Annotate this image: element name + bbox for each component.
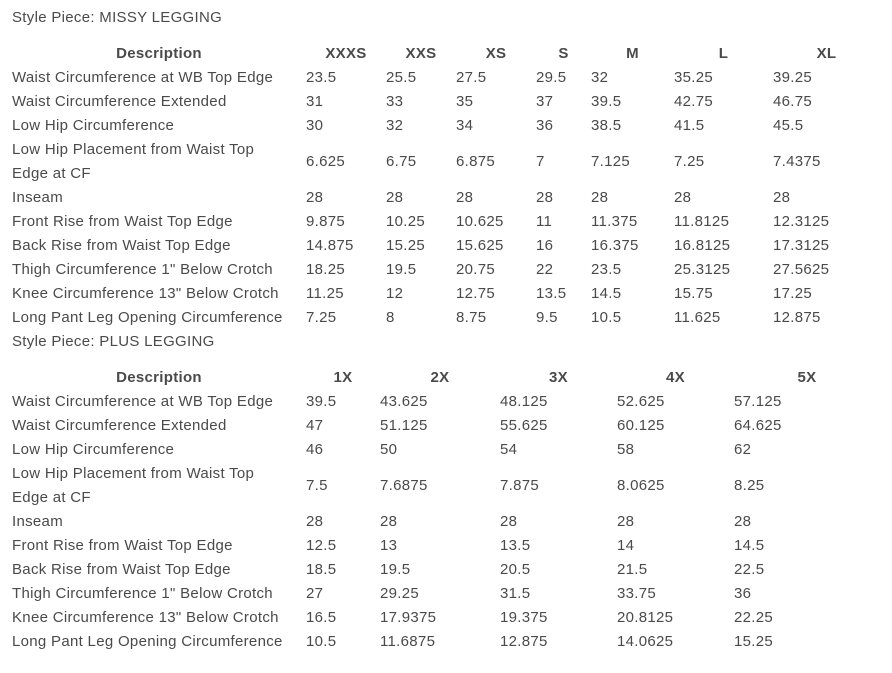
size-header: L bbox=[718, 45, 729, 62]
table-row bbox=[12, 438, 880, 462]
size-value: 15.25 bbox=[734, 633, 774, 650]
size-value: 18.5 bbox=[306, 561, 337, 578]
size-value: 8.0625 bbox=[617, 477, 665, 494]
size-value: 12 bbox=[386, 285, 404, 302]
size-value: 6.625 bbox=[306, 153, 346, 170]
size-value: 8.75 bbox=[456, 309, 487, 326]
size-value: 7.4375 bbox=[773, 153, 821, 170]
size-value: 34 bbox=[456, 117, 474, 134]
size-value: 46.75 bbox=[773, 93, 813, 110]
size-header: 3X bbox=[549, 369, 568, 386]
size-value: 16 bbox=[536, 237, 554, 254]
size-value: 15.625 bbox=[456, 237, 504, 254]
size-value: 39.5 bbox=[306, 393, 337, 410]
row-label: Low Hip Placement from Waist Top Edge at CF bbox=[12, 465, 255, 506]
size-value: 7.125 bbox=[591, 153, 631, 170]
row-label: Waist Circumference at WB Top Edge bbox=[12, 69, 274, 86]
size-value: 21.5 bbox=[617, 561, 648, 578]
header-row bbox=[12, 42, 880, 66]
size-value: 9.875 bbox=[306, 213, 346, 230]
size-value: 22 bbox=[536, 261, 554, 278]
size-value: 32 bbox=[386, 117, 404, 134]
style-piece-section bbox=[12, 6, 880, 330]
size-value: 62 bbox=[734, 441, 752, 458]
size-value: 18.25 bbox=[306, 261, 346, 278]
size-value: 16.375 bbox=[591, 237, 639, 254]
size-value: 13 bbox=[380, 537, 398, 554]
size-value: 10.25 bbox=[386, 213, 426, 230]
size-value: 13.5 bbox=[536, 285, 567, 302]
size-value: 10.625 bbox=[456, 213, 504, 230]
size-value: 25.5 bbox=[386, 69, 417, 86]
size-value: 7.25 bbox=[306, 309, 337, 326]
row-label: Front Rise from Waist Top Edge bbox=[12, 537, 233, 554]
size-value: 37 bbox=[536, 93, 554, 110]
size-value: 11.8125 bbox=[674, 213, 730, 230]
size-value: 7.6875 bbox=[380, 477, 428, 494]
table-row bbox=[12, 414, 880, 438]
size-value: 28 bbox=[456, 189, 474, 206]
size-value: 23.5 bbox=[306, 69, 337, 86]
size-value: 27.5 bbox=[456, 69, 487, 86]
size-value: 7.25 bbox=[674, 153, 705, 170]
size-value: 48.125 bbox=[500, 393, 548, 410]
row-label: Waist Circumference at WB Top Edge bbox=[12, 393, 274, 410]
size-value: 58 bbox=[617, 441, 635, 458]
table-row bbox=[12, 306, 880, 330]
size-header: XXS bbox=[405, 45, 437, 62]
size-value: 11.25 bbox=[306, 285, 344, 302]
table-row bbox=[12, 606, 880, 630]
size-value: 25.3125 bbox=[674, 261, 731, 278]
size-value: 16.8125 bbox=[674, 237, 731, 254]
size-value: 29.5 bbox=[536, 69, 567, 86]
size-value: 57.125 bbox=[734, 393, 782, 410]
size-value: 28 bbox=[591, 189, 609, 206]
size-value: 23.5 bbox=[591, 261, 622, 278]
description-header: Description bbox=[116, 369, 202, 386]
size-value: 28 bbox=[773, 189, 791, 206]
size-value: 28 bbox=[674, 189, 692, 206]
size-value: 12.875 bbox=[773, 309, 821, 326]
size-value: 12.5 bbox=[306, 537, 337, 554]
size-value: 35 bbox=[456, 93, 474, 110]
size-table bbox=[12, 366, 880, 654]
size-value: 15.75 bbox=[674, 285, 714, 302]
row-label: Low Hip Circumference bbox=[12, 117, 175, 134]
size-value: 8.25 bbox=[734, 477, 765, 494]
size-value: 43.625 bbox=[380, 393, 428, 410]
row-label: Waist Circumference Extended bbox=[12, 417, 227, 434]
size-value: 19.375 bbox=[500, 609, 548, 626]
size-header: S bbox=[558, 45, 569, 62]
row-label: Knee Circumference 13" Below Crotch bbox=[12, 285, 279, 302]
size-value: 46 bbox=[306, 441, 324, 458]
size-value: 33.75 bbox=[617, 585, 657, 602]
table-row bbox=[12, 114, 880, 138]
size-header: XXXS bbox=[325, 45, 367, 62]
size-value: 28 bbox=[306, 189, 324, 206]
size-value: 20.75 bbox=[456, 261, 496, 278]
size-value: 28 bbox=[380, 513, 398, 530]
size-value: 12.75 bbox=[456, 285, 496, 302]
size-value: 16.5 bbox=[306, 609, 337, 626]
size-value: 22.5 bbox=[734, 561, 765, 578]
table-row bbox=[12, 534, 880, 558]
description-header: Description bbox=[116, 45, 202, 62]
size-value: 31 bbox=[306, 93, 324, 110]
table-row bbox=[12, 462, 880, 510]
row-label: Knee Circumference 13" Below Crotch bbox=[12, 609, 279, 626]
size-value: 14.5 bbox=[591, 285, 622, 302]
size-value: 27.5625 bbox=[773, 261, 830, 278]
row-label: Waist Circumference Extended bbox=[12, 93, 227, 110]
size-value: 12.3125 bbox=[773, 213, 830, 230]
size-value: 17.25 bbox=[773, 285, 813, 302]
table-body bbox=[12, 66, 880, 330]
size-value: 50 bbox=[380, 441, 398, 458]
header-row bbox=[12, 366, 880, 390]
table-body bbox=[12, 390, 880, 654]
size-value: 39.5 bbox=[591, 93, 622, 110]
size-value: 28 bbox=[306, 513, 324, 530]
row-label: Thigh Circumference 1" Below Crotch bbox=[12, 261, 273, 278]
size-value: 12.875 bbox=[500, 633, 548, 650]
size-value: 6.75 bbox=[386, 153, 417, 170]
row-label: Low Hip Placement from Waist Top Edge at CF bbox=[12, 141, 255, 182]
size-value: 19.5 bbox=[386, 261, 417, 278]
size-value: 20.8125 bbox=[617, 609, 674, 626]
size-value: 52.625 bbox=[617, 393, 665, 410]
size-value: 28 bbox=[386, 189, 404, 206]
size-value: 64.625 bbox=[734, 417, 782, 434]
size-value: 6.875 bbox=[456, 153, 496, 170]
table-row bbox=[12, 210, 880, 234]
size-value: 29.25 bbox=[380, 585, 420, 602]
size-value: 7.875 bbox=[500, 477, 540, 494]
size-value: 30 bbox=[306, 117, 324, 134]
table-row bbox=[12, 390, 880, 414]
size-header: 2X bbox=[430, 369, 450, 386]
size-value: 15.25 bbox=[386, 237, 426, 254]
size-value: 7 bbox=[536, 153, 545, 170]
table-row bbox=[12, 582, 880, 606]
size-value: 11 bbox=[536, 213, 553, 230]
size-value: 14 bbox=[617, 537, 635, 554]
size-value: 31.5 bbox=[500, 585, 531, 602]
size-value: 36 bbox=[734, 585, 752, 602]
size-value: 28 bbox=[500, 513, 518, 530]
size-value: 11.625 bbox=[674, 309, 721, 326]
table-row bbox=[12, 138, 880, 186]
size-value: 41.5 bbox=[674, 117, 705, 134]
size-value: 32 bbox=[591, 69, 609, 86]
size-header: 1X bbox=[333, 369, 353, 386]
size-value: 55.625 bbox=[500, 417, 548, 434]
row-label: Front Rise from Waist Top Edge bbox=[12, 213, 233, 230]
row-label: Thigh Circumference 1" Below Crotch bbox=[12, 585, 273, 602]
size-value: 45.5 bbox=[773, 117, 804, 134]
size-value: 38.5 bbox=[591, 117, 622, 134]
size-value: 20.5 bbox=[500, 561, 531, 578]
size-value: 11.375 bbox=[591, 213, 638, 230]
style-piece-title: Style Piece: PLUS LEGGING bbox=[12, 333, 215, 350]
size-value: 8 bbox=[386, 309, 395, 326]
size-header: XS bbox=[485, 45, 507, 62]
size-value: 22.25 bbox=[734, 609, 774, 626]
size-value: 14.0625 bbox=[617, 633, 674, 650]
table-row bbox=[12, 630, 880, 654]
size-value: 19.5 bbox=[380, 561, 411, 578]
row-label: Inseam bbox=[12, 189, 63, 206]
size-value: 60.125 bbox=[617, 417, 665, 434]
size-value: 13.5 bbox=[500, 537, 531, 554]
row-label: Back Rise from Waist Top Edge bbox=[12, 237, 231, 254]
size-value: 36 bbox=[536, 117, 554, 134]
size-value: 51.125 bbox=[380, 417, 428, 434]
size-value: 11.6875 bbox=[380, 633, 436, 650]
size-value: 7.5 bbox=[306, 477, 328, 494]
row-label: Inseam bbox=[12, 513, 63, 530]
style-piece-title: Style Piece: MISSY LEGGING bbox=[12, 9, 223, 26]
size-header: XL bbox=[816, 45, 837, 62]
size-value: 27 bbox=[306, 585, 324, 602]
table-row bbox=[12, 282, 880, 306]
table-row bbox=[12, 186, 880, 210]
size-value: 10.5 bbox=[306, 633, 337, 650]
size-value: 9.5 bbox=[536, 309, 558, 326]
size-value: 14.5 bbox=[734, 537, 765, 554]
table-row bbox=[12, 510, 880, 534]
size-header: M bbox=[626, 45, 639, 62]
size-value: 17.3125 bbox=[773, 237, 830, 254]
row-label: Long Pant Leg Opening Circumference bbox=[12, 633, 283, 650]
size-value: 28 bbox=[617, 513, 635, 530]
size-value: 42.75 bbox=[674, 93, 714, 110]
size-value: 28 bbox=[536, 189, 554, 206]
table-row bbox=[12, 234, 880, 258]
table-row bbox=[12, 66, 880, 90]
size-header: 5X bbox=[797, 369, 817, 386]
size-value: 54 bbox=[500, 441, 518, 458]
size-value: 39.25 bbox=[773, 69, 813, 86]
row-label: Low Hip Circumference bbox=[12, 441, 175, 458]
size-value: 47 bbox=[306, 417, 324, 434]
size-value: 35.25 bbox=[674, 69, 714, 86]
row-label: Long Pant Leg Opening Circumference bbox=[12, 309, 283, 326]
size-header: 4X bbox=[666, 369, 685, 386]
size-value: 28 bbox=[734, 513, 752, 530]
size-table bbox=[12, 42, 880, 330]
row-label: Back Rise from Waist Top Edge bbox=[12, 561, 231, 578]
size-value: 14.875 bbox=[306, 237, 354, 254]
size-value: 17.9375 bbox=[380, 609, 437, 626]
table-row bbox=[12, 90, 880, 114]
size-value: 33 bbox=[386, 93, 404, 110]
style-piece-section bbox=[12, 330, 880, 654]
table-row bbox=[12, 258, 880, 282]
size-value: 10.5 bbox=[591, 309, 622, 326]
table-row bbox=[12, 558, 880, 582]
